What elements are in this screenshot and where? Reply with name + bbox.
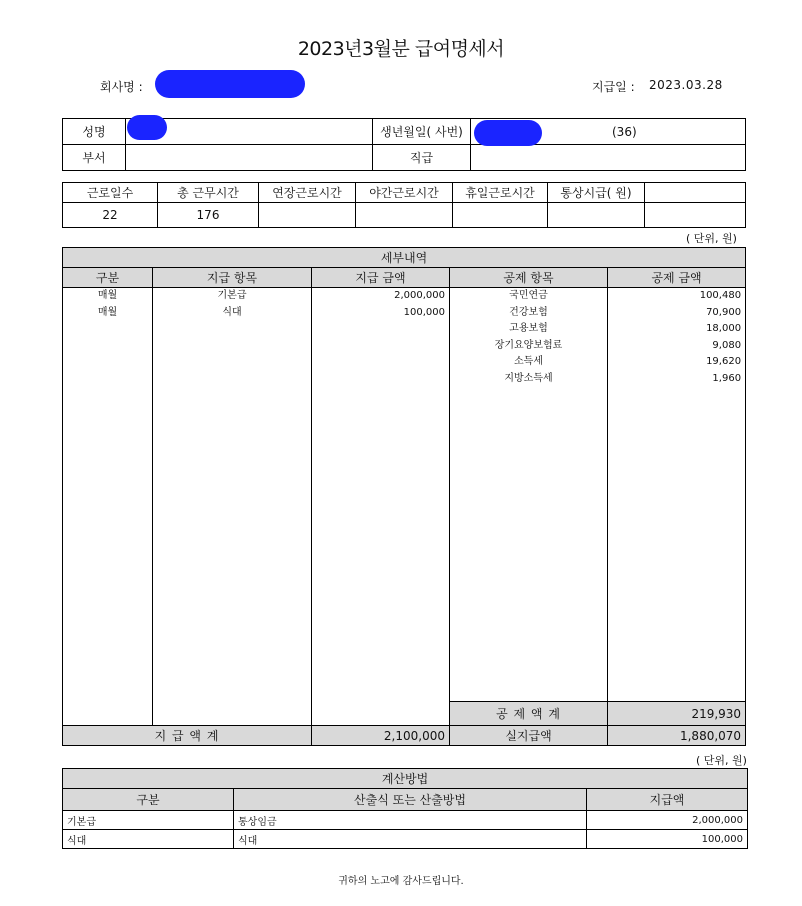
work-header-total-hours: 총 근무시간 <box>158 183 259 203</box>
payment-category: 매월 <box>97 306 118 318</box>
calc-header-amount: 지급액 <box>587 789 748 811</box>
work-hourly-wage-value <box>548 203 645 228</box>
employee-id-redaction <box>474 120 542 146</box>
unit-note: ( 단위, 원) <box>686 232 737 245</box>
calculation-table <box>62 768 748 849</box>
company-label: 회사명 : <box>100 80 143 94</box>
details-section-title: 세부내역 <box>63 248 746 268</box>
work-header-days: 근로일수 <box>63 183 158 203</box>
details-header-deduction-item: 공제 항목 <box>450 268 608 288</box>
footer-thanks: 귀하의 노고에 감사드립니다. <box>338 876 464 887</box>
work-overtime-value <box>259 203 356 228</box>
deduction-amount: 18,000 <box>706 323 742 335</box>
deduction-amount: 1,960 <box>712 372 742 384</box>
payment-amount: 2,000,000 <box>394 290 445 301</box>
rank-label: 직급 <box>373 145 471 171</box>
work-header-night: 야간근로시간 <box>356 183 453 203</box>
payment-total-value: 2,100,000 <box>312 726 450 746</box>
calc-row-category: 식대 <box>63 830 234 849</box>
details-pay-item-column <box>153 288 312 726</box>
deduction-item: 지방소득세 <box>504 372 553 384</box>
details-header-deduction-amount: 공제 금액 <box>608 268 746 288</box>
deduction-item: 국민연금 <box>509 290 548 301</box>
paydate-value: 2023.03.28 <box>649 78 723 92</box>
calc-section-title: 계산방법 <box>63 769 748 789</box>
work-header-holiday: 휴일근로시간 <box>453 183 548 203</box>
work-empty-value <box>645 203 746 228</box>
payment-item: 식대 <box>222 306 242 318</box>
work-header-empty <box>645 183 746 203</box>
calc-header-method: 산출식 또는 산출방법 <box>234 789 587 811</box>
birth-label: 생년월일( 사번) <box>373 119 471 145</box>
deduction-item: 고용보험 <box>509 323 548 335</box>
payment-amount: 100,000 <box>403 306 445 318</box>
calc-row-amount: 100,000 <box>587 830 748 849</box>
document-title: 2023년3월분 급여명세서 <box>297 38 505 60</box>
deduction-item: 건강보험 <box>509 306 548 318</box>
employee-name-redaction <box>127 115 167 140</box>
details-table <box>62 247 746 746</box>
calc-row-amount: 2,000,000 <box>587 811 748 830</box>
details-header-pay-item: 지급 항목 <box>153 268 312 288</box>
rank-value <box>471 145 746 171</box>
details-header-category: 구분 <box>63 268 153 288</box>
deduction-amount: 100,480 <box>699 290 742 301</box>
name-label: 성명 <box>63 119 126 145</box>
deduction-total-label: 공 제 액 계 <box>450 702 608 726</box>
company-name-redaction <box>155 70 305 98</box>
work-header-hourly-wage: 통상시급( 원) <box>548 183 645 203</box>
work-hours-table <box>62 182 746 228</box>
calc-row-category: 기본급 <box>63 811 234 830</box>
details-deduction-amount-column <box>608 288 746 702</box>
work-total-hours-value: 176 <box>158 203 259 228</box>
deduction-amount: 70,900 <box>706 306 742 318</box>
net-pay-label: 실지급액 <box>450 726 608 746</box>
work-header-overtime: 연장근로시간 <box>259 183 356 203</box>
deduction-amount: 9,080 <box>712 339 742 351</box>
details-header-pay-amount: 지급 금액 <box>312 268 450 288</box>
deduction-item: 소득세 <box>514 356 543 368</box>
details-category-column <box>63 288 153 726</box>
work-holiday-value <box>453 203 548 228</box>
work-night-value <box>356 203 453 228</box>
dept-label: 부서 <box>63 145 126 171</box>
calc-row-method: 식대 <box>234 830 587 849</box>
deduction-item: 장기요양보험료 <box>494 339 563 351</box>
payment-category: 매월 <box>97 290 118 301</box>
details-deduction-item-column <box>450 288 608 702</box>
calc-header-category: 구분 <box>63 789 234 811</box>
unit-note-2: ( 단위, 원) <box>696 754 747 767</box>
details-pay-amount-column <box>312 288 450 726</box>
age-value: (36) <box>612 124 637 139</box>
deduction-amount: 19,620 <box>706 356 742 368</box>
deduction-total-value: 219,930 <box>608 702 746 726</box>
calc-row-method: 통상임금 <box>234 811 587 830</box>
paydate-label: 지급일 : <box>592 80 635 94</box>
payment-total-label: 지 급 액 계 <box>63 726 312 746</box>
dept-value <box>126 145 373 171</box>
net-pay-value: 1,880,070 <box>608 726 746 746</box>
payment-item: 기본급 <box>217 290 247 301</box>
work-days-value: 22 <box>63 203 158 228</box>
